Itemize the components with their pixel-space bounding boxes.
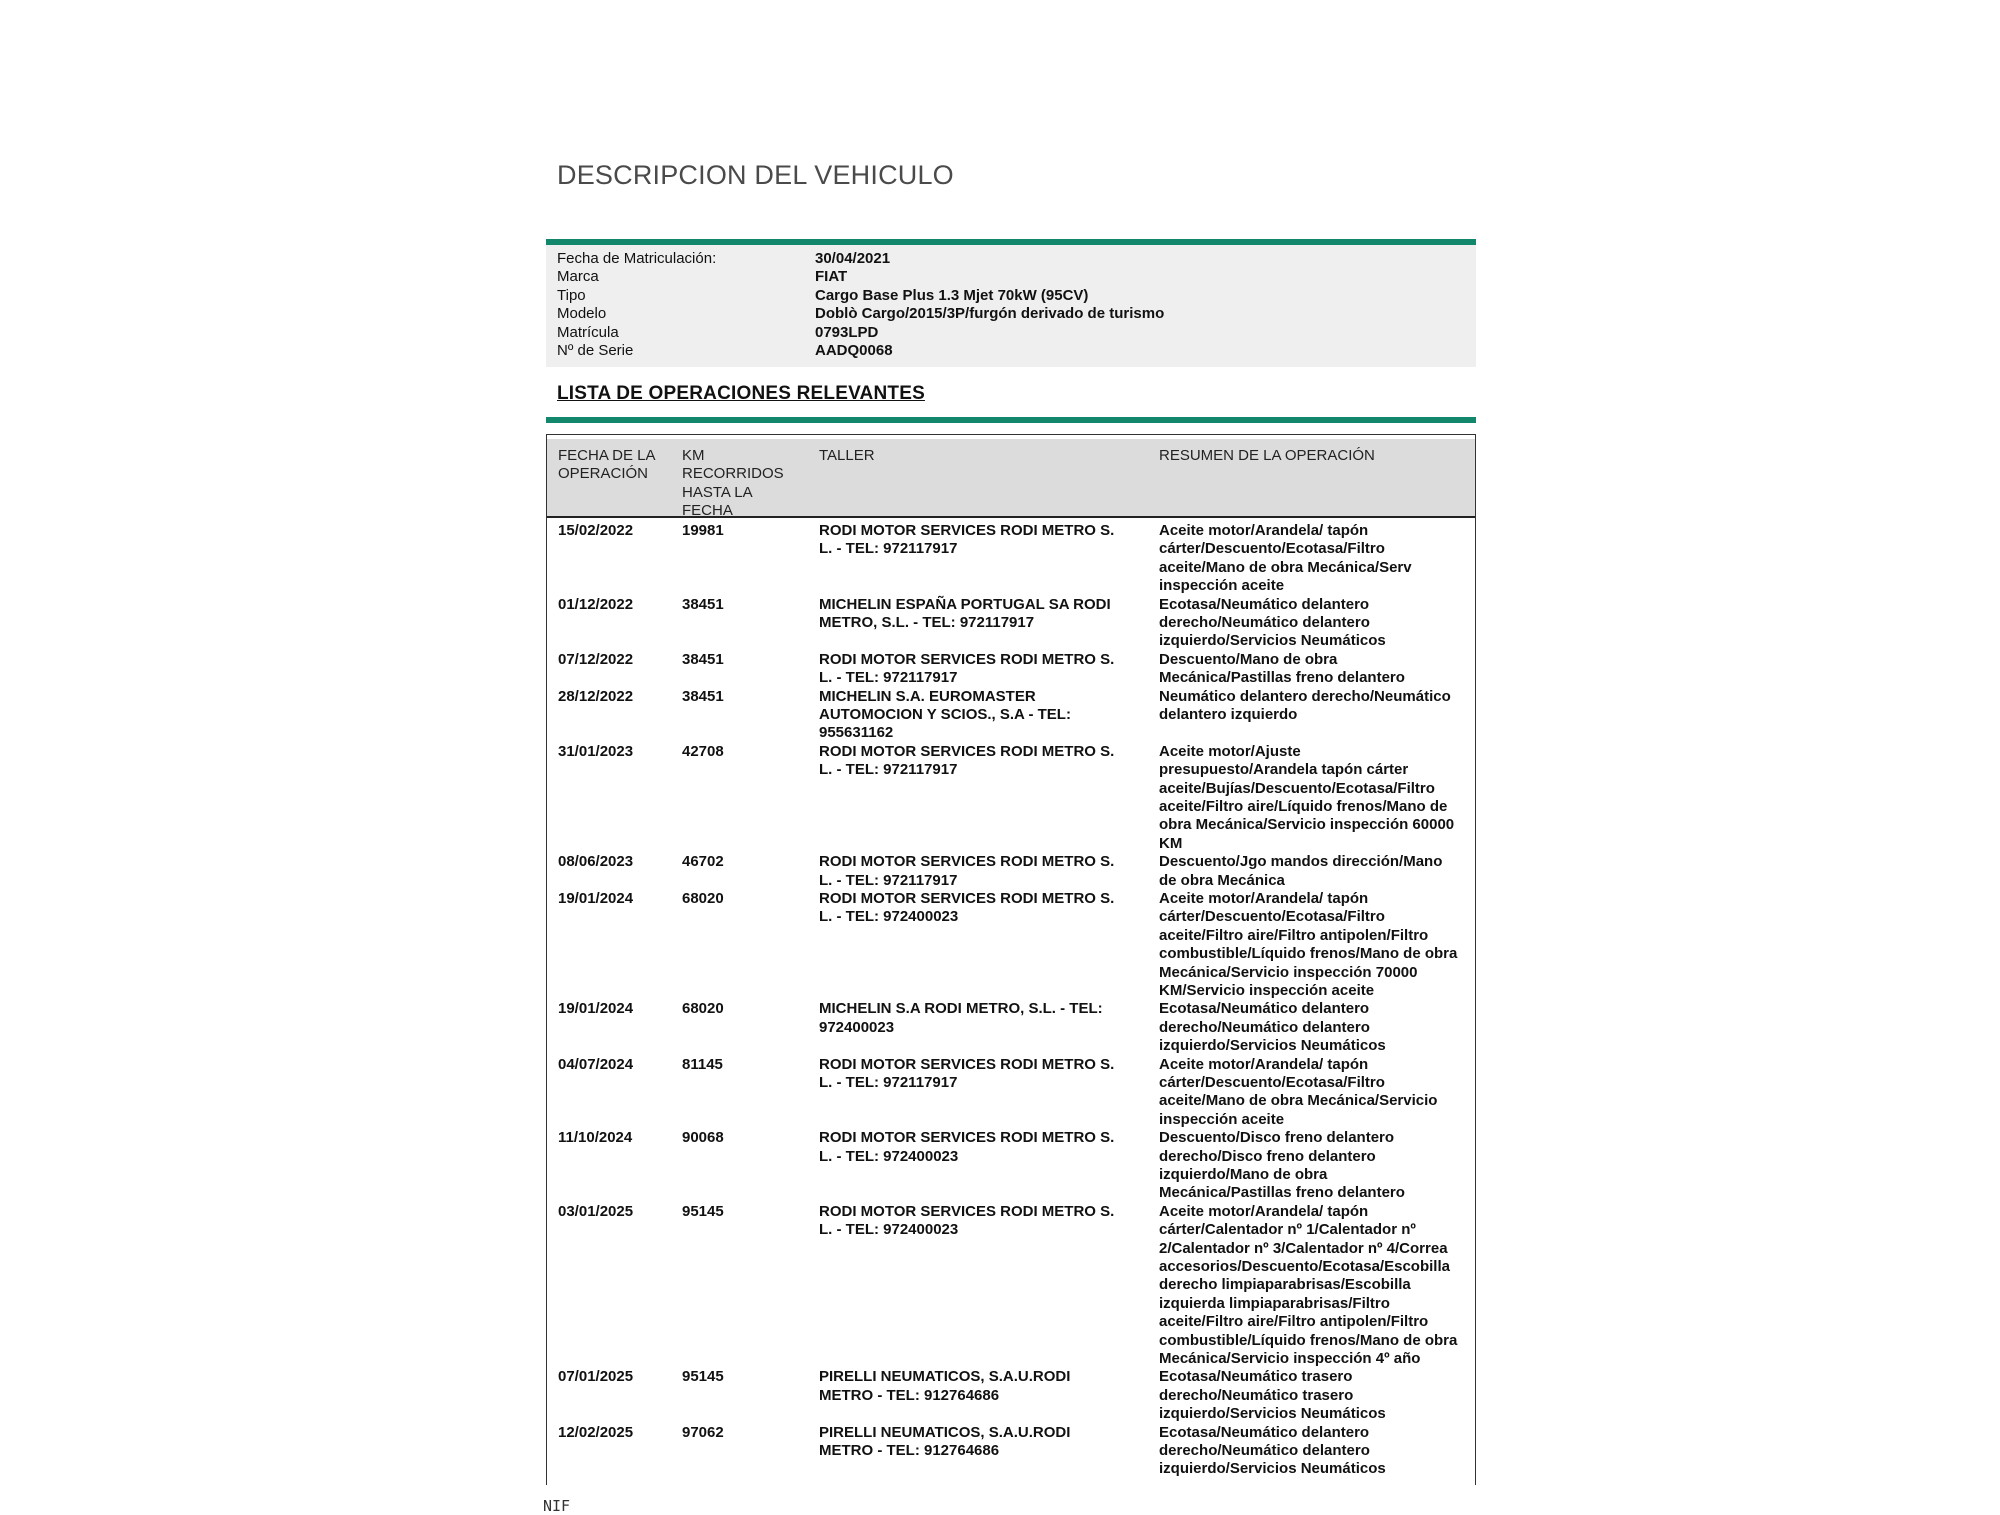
cell-resumen	[1159, 890, 1469, 1000]
cell-fecha: 03/01/2025	[558, 1202, 634, 1220]
resumen-line: cárter/Descuento/Ecotasa/Filtro	[1159, 540, 1385, 558]
resumen-line: cárter/Descuento/Ecotasa/Filtro	[1159, 908, 1385, 926]
resumen-line: 2/Calentador nº 3/Calentador nº 4/Correa	[1159, 1239, 1448, 1257]
taller-line: L. - TEL: 972117917	[819, 761, 958, 779]
header-km	[682, 447, 807, 521]
header-line: OPERACIÓN	[558, 465, 649, 483]
cell-taller	[819, 890, 1144, 927]
header-line: KM	[682, 447, 705, 464]
cell-resumen	[1159, 1424, 1469, 1479]
cell-resumen	[1159, 1368, 1469, 1423]
info-label: Tipo	[557, 286, 586, 304]
resumen-line: KM/Servicio inspección aceite	[1159, 981, 1375, 999]
cell-fecha: 01/12/2022	[558, 595, 634, 613]
table-row	[547, 1000, 1475, 1055]
resumen-line: derecho/Disco freno delantero	[1159, 1147, 1376, 1165]
table-header	[547, 439, 1475, 518]
resumen-line: aceite/Filtro aire/Filtro antipolen/Filtro	[1159, 1313, 1429, 1331]
resumen-line: izquierdo/Servicios Neumáticos	[1159, 632, 1386, 650]
resumen-line: derecho limpiaparabrisas/Escobilla	[1159, 1276, 1411, 1294]
taller-line: RODI MOTOR SERVICES RODI METRO S.	[819, 1129, 1115, 1147]
cell-taller	[819, 651, 1144, 688]
resumen-line: Ecotasa/Neumático trasero	[1159, 1368, 1353, 1386]
cell-fecha: 31/01/2023	[558, 742, 634, 760]
taller-line: RODI MOTOR SERVICES RODI METRO S.	[819, 889, 1115, 907]
footer-nif: NIF	[543, 1497, 571, 1515]
header-line: RESUMEN DE LA OPERACIÓN	[1159, 447, 1375, 464]
resumen-line: KM	[1159, 834, 1183, 852]
info-value: Cargo Base Plus 1.3 Mjet 70kW (95CV)	[815, 286, 1089, 304]
info-value: FIAT	[815, 268, 848, 286]
page-title: DESCRIPCION DEL VEHICULO	[557, 160, 954, 190]
resumen-line: derecho/Neumático delantero	[1159, 1441, 1370, 1459]
cell-taller	[819, 1000, 1144, 1037]
cell-km: 38451	[682, 650, 724, 668]
taller-line: L. - TEL: 972117917	[819, 540, 958, 558]
cell-resumen	[1159, 1129, 1469, 1203]
cell-fecha: 12/02/2025	[558, 1423, 634, 1441]
taller-line: RODI MOTOR SERVICES RODI METRO S.	[819, 522, 1115, 539]
cell-fecha: 28/12/2022	[558, 687, 634, 705]
table-row	[547, 688, 1475, 743]
resumen-line: inspección aceite	[1159, 1110, 1285, 1128]
cell-fecha: 08/06/2023	[558, 853, 634, 871]
resumen-line: Ecotasa/Neumático delantero	[1159, 595, 1370, 613]
cell-resumen	[1159, 651, 1469, 688]
table-row	[547, 1368, 1475, 1423]
taller-line: 972400023	[819, 1018, 895, 1036]
resumen-line: accesorios/Descuento/Ecotasa/Escobilla	[1159, 1257, 1450, 1275]
resumen-line: Aceite motor/Ajuste	[1159, 742, 1301, 760]
info-label: Nº de Serie	[557, 342, 634, 359]
header-line: FECHA DE LA	[558, 447, 656, 464]
cell-taller	[819, 853, 1144, 890]
info-label: Fecha de Matriculación:	[557, 250, 717, 267]
taller-line: L. - TEL: 972117917	[819, 1073, 958, 1091]
taller-line: RODI MOTOR SERVICES RODI METRO S.	[819, 1055, 1115, 1073]
cell-km: 68020	[682, 1000, 724, 1018]
resumen-line: izquierdo/Servicios Neumáticos	[1159, 1460, 1386, 1478]
table-row	[547, 1203, 1475, 1369]
cell-taller	[819, 522, 1144, 559]
cell-resumen	[1159, 1056, 1469, 1130]
info-label: Matrícula	[557, 323, 619, 341]
resumen-line: aceite/Filtro aire/Filtro antipolen/Filtro	[1159, 926, 1429, 944]
taller-line: PIRELLI NEUMATICOS, S.A.U.RODI	[819, 1423, 1071, 1441]
cell-km: 38451	[682, 687, 724, 705]
cell-taller	[819, 1368, 1144, 1405]
taller-line: L. - TEL: 972400023	[819, 908, 959, 926]
resumen-line: Aceite motor/Arandela/ tapón	[1159, 522, 1369, 539]
cell-taller	[819, 743, 1144, 780]
cell-resumen	[1159, 596, 1469, 651]
cell-taller	[819, 1129, 1144, 1166]
resumen-line: Mecánica/Servicio inspección 70000	[1159, 963, 1418, 981]
taller-line: L. - TEL: 972400023	[819, 1221, 959, 1239]
cell-taller	[819, 1056, 1144, 1093]
cell-fecha: 19/01/2024	[558, 1000, 634, 1018]
cell-fecha: 19/01/2024	[558, 889, 634, 907]
resumen-line: aceite/Bujías/Descuento/Ecotasa/Filtro	[1159, 779, 1435, 797]
table-row	[547, 743, 1475, 853]
resumen-line: Neumático delantero derecho/Neumático	[1159, 687, 1451, 705]
info-label: Modelo	[557, 305, 607, 323]
cell-km: 90068	[682, 1129, 724, 1147]
resumen-line: Mecánica/Servicio inspección 4º año	[1159, 1349, 1421, 1367]
info-value: AADQ0068	[815, 342, 893, 359]
taller-line: AUTOMOCION Y SCIOS., S.A - TEL:	[819, 705, 1071, 723]
header-taller	[819, 447, 1144, 465]
cell-fecha: 07/01/2025	[558, 1368, 634, 1386]
vehicle-info-box	[546, 245, 1476, 367]
taller-line: RODI MOTOR SERVICES RODI METRO S.	[819, 1202, 1115, 1220]
taller-line: MICHELIN S.A RODI METRO, S.L. - TEL:	[819, 1000, 1103, 1018]
cell-km: 68020	[682, 889, 724, 907]
cell-taller	[819, 1203, 1144, 1240]
table-row	[547, 890, 1475, 1000]
resumen-line: inspección aceite	[1159, 577, 1285, 595]
cell-resumen	[1159, 1000, 1469, 1055]
resumen-line: cárter/Descuento/Ecotasa/Filtro	[1159, 1073, 1385, 1091]
header-line: TALLER	[819, 447, 875, 464]
header-fecha	[558, 447, 678, 484]
resumen-line: izquierdo/Servicios Neumáticos	[1159, 1037, 1386, 1055]
resumen-line: delantero izquierdo	[1159, 705, 1298, 723]
taller-line: L. - TEL: 972117917	[819, 669, 958, 687]
header-line: RECORRIDOS	[682, 465, 784, 483]
header-line: HASTA LA	[682, 483, 753, 501]
info-label: Marca	[557, 268, 599, 286]
resumen-line: combustible/Líquido frenos/Mano de obra	[1159, 1331, 1458, 1349]
resumen-line: aceite/Mano de obra Mecánica/Serv	[1159, 558, 1412, 576]
table-row	[547, 1129, 1475, 1203]
table-row	[547, 1424, 1475, 1479]
resumen-line: izquierdo/Mano de obra	[1159, 1165, 1328, 1183]
taller-line: RODI MOTOR SERVICES RODI METRO S.	[819, 650, 1115, 668]
cell-fecha: 07/12/2022	[558, 650, 634, 668]
table-body	[547, 522, 1475, 1479]
cell-fecha: 15/02/2022	[558, 522, 634, 539]
info-value: Doblò Cargo/2015/3P/furgón derivado de turismo	[815, 305, 1165, 323]
cell-fecha: 11/10/2024	[558, 1129, 633, 1147]
resumen-line: Ecotasa/Neumático delantero	[1159, 1000, 1370, 1018]
taller-line: L. - TEL: 972400023	[819, 1147, 959, 1165]
section-divider	[546, 417, 1476, 423]
table-row	[547, 1056, 1475, 1130]
operations-title: LISTA DE OPERACIONES RELEVANTES	[557, 383, 925, 404]
taller-line: 955631162	[819, 724, 894, 742]
table-row	[547, 596, 1475, 651]
info-value: 0793LPD	[815, 323, 879, 341]
cell-km: 97062	[682, 1423, 724, 1441]
cell-resumen	[1159, 743, 1469, 853]
cell-resumen	[1159, 853, 1469, 890]
cell-taller	[819, 688, 1144, 743]
taller-line: METRO - TEL: 912764686	[819, 1386, 1000, 1404]
info-value: 30/04/2021	[815, 250, 891, 267]
operations-table	[546, 434, 1476, 1485]
resumen-line: derecho/Neumático delantero	[1159, 614, 1370, 631]
taller-line: METRO - TEL: 912764686	[819, 1441, 1000, 1459]
resumen-line: Mecánica/Pastillas freno delantero	[1159, 669, 1405, 687]
taller-line: L. - TEL: 972117917	[819, 871, 958, 889]
resumen-line: derecho/Neumático delantero	[1159, 1018, 1370, 1036]
cell-km: 19981	[682, 522, 724, 539]
resumen-line: izquierda limpiaparabrisas/Filtro	[1159, 1294, 1390, 1312]
header-line: FECHA	[682, 502, 733, 520]
cell-km: 46702	[682, 853, 724, 871]
resumen-line: Mecánica/Pastillas freno delantero	[1159, 1184, 1405, 1202]
cell-km: 95145	[682, 1368, 724, 1386]
resumen-line: de obra Mecánica	[1159, 871, 1285, 889]
taller-line: MICHELIN ESPAÑA PORTUGAL SA RODI	[819, 595, 1111, 613]
resumen-line: Aceite motor/Arandela/ tapón	[1159, 1202, 1369, 1220]
table-row	[547, 522, 1475, 596]
cell-resumen	[1159, 1203, 1469, 1369]
taller-line: RODI MOTOR SERVICES RODI METRO S.	[819, 742, 1115, 760]
cell-km: 81145	[682, 1055, 723, 1073]
taller-line: RODI MOTOR SERVICES RODI METRO S.	[819, 853, 1115, 871]
resumen-line: combustible/Líquido frenos/Mano de obra	[1159, 945, 1458, 963]
resumen-line: Descuento/Jgo mandos dirección/Mano	[1159, 853, 1443, 871]
resumen-line: Descuento/Mano de obra	[1159, 650, 1338, 668]
cell-km: 38451	[682, 595, 724, 613]
resumen-line: Aceite motor/Arandela/ tapón	[1159, 1055, 1369, 1073]
resumen-line: derecho/Neumático trasero	[1159, 1386, 1354, 1404]
resumen-line: cárter/Calentador nº 1/Calentador nº	[1159, 1221, 1416, 1239]
cell-resumen	[1159, 688, 1469, 725]
header-resumen	[1159, 447, 1469, 465]
taller-line: PIRELLI NEUMATICOS, S.A.U.RODI	[819, 1368, 1071, 1386]
resumen-line: Ecotasa/Neumático delantero	[1159, 1423, 1370, 1441]
cell-resumen	[1159, 522, 1469, 596]
table-row	[547, 651, 1475, 688]
table-row	[547, 853, 1475, 890]
resumen-line: izquierdo/Servicios Neumáticos	[1159, 1405, 1386, 1423]
resumen-line: Aceite motor/Arandela/ tapón	[1159, 889, 1369, 907]
taller-line: METRO, S.L. - TEL: 972117917	[819, 614, 1035, 631]
resumen-line: obra Mecánica/Servicio inspección 60000	[1159, 816, 1455, 834]
cell-km: 42708	[682, 742, 724, 760]
cell-taller	[819, 1424, 1144, 1461]
resumen-line: aceite/Filtro aire/Líquido frenos/Mano de	[1159, 797, 1448, 815]
resumen-line: aceite/Mano de obra Mecánica/Servicio	[1159, 1092, 1438, 1110]
cell-fecha: 04/07/2024	[558, 1055, 634, 1073]
resumen-line: presupuesto/Arandela tapón cárter	[1159, 761, 1409, 779]
cell-km: 95145	[682, 1202, 724, 1220]
resumen-line: Descuento/Disco freno delantero	[1159, 1129, 1395, 1147]
taller-line: MICHELIN S.A. EUROMASTER	[819, 687, 1036, 705]
cell-taller	[819, 596, 1144, 633]
